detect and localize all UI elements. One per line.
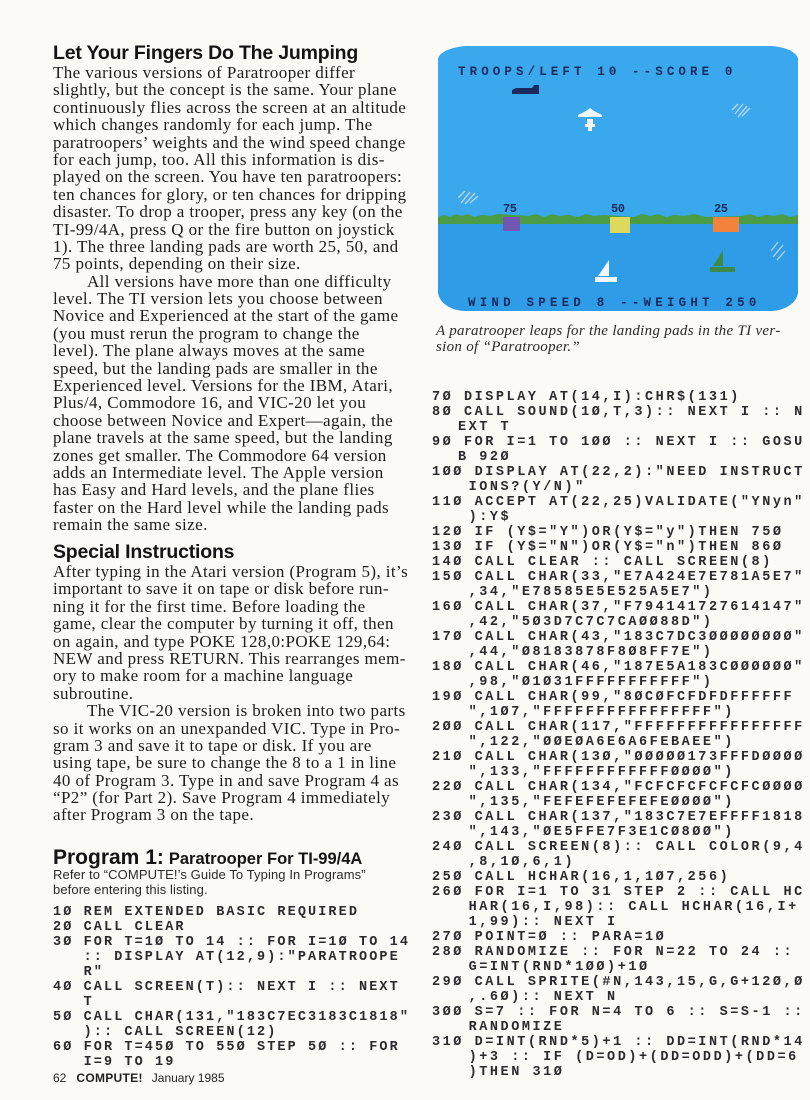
pad-label: 50 [611, 202, 625, 216]
code-line [432, 615, 805, 630]
code-line [432, 510, 805, 525]
code-line [53, 1025, 410, 1040]
line-number: 7Ø [432, 390, 454, 405]
text-line: disaster. To drop a trooper, press any key (on the [53, 202, 403, 222]
code-text: FOR I=1 TO 1ØØ :: NEXT I :: GOSU [463, 435, 805, 450]
code-text: CALL SOUND(1Ø,T,3):: NEXT I :: N [463, 405, 805, 420]
code-line [432, 600, 805, 615]
code-line [432, 930, 805, 945]
code-line [432, 435, 805, 450]
code-line [432, 915, 805, 930]
code-line [432, 450, 805, 465]
code-statement [432, 630, 805, 660]
code-line [432, 495, 805, 510]
code-text: RANDOMIZE [468, 1020, 565, 1035]
line-number: 26Ø [432, 885, 464, 900]
special-instructions-body [53, 563, 408, 824]
line-number: 21Ø [432, 750, 464, 765]
code-text: 1,99):: NEXT I [468, 915, 618, 930]
page-footer [53, 1071, 225, 1085]
line-number: 2Ø [53, 920, 74, 935]
code-statement [432, 720, 805, 750]
code-statement [432, 780, 805, 810]
line-number: 15Ø [432, 570, 464, 585]
line-number: 23Ø [432, 810, 464, 825]
code-line [432, 630, 805, 645]
wind-weight-readout: WIND SPEED 8 --WEIGHT 250 [468, 296, 761, 310]
code-statement [432, 1035, 805, 1080]
code-text: )+3 :: IF (D=OD)+(DD=ODD)+(DD=6 [468, 1050, 799, 1065]
code-line [432, 645, 805, 660]
text-line: gram 3 and save it to tape or disk. If you are [53, 735, 372, 755]
code-text: T [83, 995, 94, 1010]
code-line [432, 720, 805, 735]
code-text: ,98,"Ø1Ø31FFFFFFFFFFF") [468, 675, 714, 690]
code-text: FOR T=1Ø TO 14 :: FOR I=1Ø TO 14 [83, 935, 411, 950]
code-text: CALL CHAR(134,"FCFCFCFCFCFCØØØØ [474, 780, 805, 795]
line-number: 22Ø [432, 780, 464, 795]
code-line [53, 920, 410, 935]
code-text: ,8,1Ø,6,1) [468, 855, 576, 870]
code-statement [53, 905, 410, 920]
text-line: zones get smaller. The Commodore 64 version [53, 445, 387, 465]
code-line [53, 965, 410, 980]
text-line: choose between Novice and Expert—again, the [53, 410, 394, 430]
line-number: 11Ø [432, 495, 464, 510]
code-line [53, 1055, 410, 1070]
text-line: Plus/4, Commodore 16, and VIC-20 let you [53, 393, 367, 413]
code-text: CALL CHAR(13Ø,"ØØØØØ173FFFDØØØØ [474, 750, 805, 765]
code-line [432, 1005, 805, 1020]
code-text: :: DISPLAY AT(12,9):"PARATROOPE [83, 950, 400, 965]
code-line [432, 735, 805, 750]
code-text: POINT=Ø :: PARA=1Ø [474, 930, 667, 945]
code-text: ",122,"ØØEØA6E6A6FEBAEE") [468, 735, 735, 750]
text-line: speed, but the landing pads are smaller in the [53, 358, 378, 378]
landing-pad-50 [610, 217, 630, 233]
text-line: “P2” (for Part 2). Save Program 4 immediately [53, 788, 391, 808]
code-text: CALL SCREEN(T):: NEXT I :: NEXT [83, 980, 400, 995]
text-line: remain the same size. [53, 515, 208, 535]
text-line: ory to make room for a machine language [53, 666, 354, 686]
code-text: IF (Y$="Y")OR(Y$="y")THEN 75Ø [474, 525, 784, 540]
code-line [432, 855, 805, 870]
code-line [432, 960, 805, 975]
code-text: RANDOMIZE :: FOR N=22 TO 24 :: [474, 945, 795, 960]
line-number: 12Ø [432, 525, 464, 540]
code-statement [432, 390, 805, 405]
code-text: CALL CHAR(117,"FFFFFFFFFFFFFFFF [474, 720, 805, 735]
code-text: ",143,"ØE5FFE7F3E1CØ8ØØ") [468, 825, 735, 840]
text-line: continuously flies across the screen at an altitude [53, 97, 407, 117]
text-line: adds an Intermediate level. The Apple version [53, 462, 384, 482]
paragraph [53, 273, 407, 534]
code-line [432, 990, 805, 1005]
code-line [432, 750, 805, 765]
code-text: CALL SCREEN(8):: CALL COLOR(9,4 [474, 840, 805, 855]
text-line: NEW and press RETURN. This rearranges mem- [53, 648, 406, 668]
code-text: R" [83, 965, 104, 980]
code-line [432, 1050, 805, 1065]
code-text: CALL CHAR(137,"183C7E7EFFFF1818 [474, 810, 805, 825]
text-line: using tape, be sure to change the 8 to a 1 in line [53, 753, 397, 773]
line-number: 4Ø [53, 980, 74, 995]
code-line [432, 1020, 805, 1035]
line-number: 6Ø [53, 1040, 74, 1055]
line-number: 16Ø [432, 600, 464, 615]
text-line: ning it for the first time. Before loading the [53, 596, 366, 616]
code-text: HAR(16,I,98):: CALL HCHAR(16,I+ [468, 900, 799, 915]
pad-label: 75 [503, 202, 517, 216]
code-statement [432, 555, 805, 570]
text-line: game, clear the computer by turning it off, then [53, 614, 394, 634]
code-statement [432, 1005, 805, 1035]
magazine-name: COMPUTE! [76, 1071, 143, 1085]
game-scene [438, 46, 798, 311]
code-text: IONS?(Y/N)" [468, 480, 586, 495]
code-line [53, 980, 410, 995]
code-line [432, 945, 805, 960]
text-line: TI-99/4A, press Q or the fire button on joystick [53, 219, 395, 239]
line-number: 1Ø [53, 905, 74, 920]
code-statement [432, 840, 805, 870]
code-text: ,42,"5Ø3D7C7C7CAØØ88D") [468, 615, 714, 630]
text-line: level). The plane always moves at the same [53, 341, 365, 361]
text-line: 75 points, depending on their size. [53, 254, 301, 274]
code-line [432, 1035, 805, 1050]
pad-label: 25 [714, 202, 728, 216]
code-line [432, 465, 805, 480]
text-line: Novice and Experienced at the start of the game [53, 306, 399, 326]
text-line: (you must rerun the program to change the [53, 323, 360, 343]
code-text: DISPLAY AT(22,2):"NEED INSTRUCT [474, 465, 805, 480]
code-text: ):Y$ [468, 510, 512, 525]
page-number: 62 [53, 1071, 67, 1085]
text-line: played on the screen. You have ten paratroopers: [53, 167, 403, 187]
code-line [53, 1040, 410, 1055]
code-statement [432, 810, 805, 840]
code-line [432, 780, 805, 795]
code-line [432, 825, 805, 840]
line-number: 27Ø [432, 930, 464, 945]
code-text: FOR T=45Ø TO 55Ø STEP 5Ø :: FOR [83, 1040, 400, 1055]
code-line [432, 570, 805, 585]
line-number: 17Ø [432, 630, 464, 645]
code-line [432, 705, 805, 720]
code-statement [432, 600, 805, 630]
code-line [432, 900, 805, 915]
code-line [432, 1065, 805, 1080]
code-statement [53, 920, 410, 935]
program-listing-left [53, 905, 410, 1070]
code-text: CALL CHAR(33,"E7A424E7E781A5E7" [474, 570, 805, 585]
code-text: IF (Y$="N")OR(Y$="n")THEN 86Ø [474, 540, 784, 555]
paragraph [53, 563, 408, 702]
code-text: I=9 TO 19 [83, 1055, 176, 1070]
line-number: 18Ø [432, 660, 464, 675]
program-listing-right [432, 390, 805, 1080]
text-line: 40 of Program 3. Type in and save Program 4 as [53, 770, 399, 790]
code-text: EXT T [457, 420, 512, 435]
text-line: 1). The three landing pads are worth 25, 50, and [53, 236, 399, 256]
text-line: plane travels at the same speed, but the landing [53, 428, 393, 448]
program-note-line: Refer to “COMPUTE!’s Guide To Typing In Programs” [53, 867, 366, 882]
code-line [53, 905, 410, 920]
code-statement [432, 540, 805, 555]
code-text: G=INT(RND*1ØØ)+1Ø [468, 960, 650, 975]
text-line: ten chances for glory, or ten chances for dripping [53, 184, 407, 204]
text-line: The various versions of Paratrooper differ [53, 63, 356, 82]
code-text: CALL CHAR(131,"183C7EC3183C1818" [83, 1010, 411, 1025]
line-number: 31Ø [432, 1035, 464, 1050]
code-line [53, 995, 410, 1010]
code-statement [432, 885, 805, 930]
code-statement [53, 935, 410, 980]
code-line [432, 795, 805, 810]
text-line: has Easy and Hard levels, and the plane flies [53, 480, 375, 500]
code-statement [432, 975, 805, 1005]
caption-line: A paratrooper leaps for the landing pads in the TI ver- [436, 323, 781, 339]
code-text: CALL HCHAR(16,1,1Ø7,256) [474, 870, 731, 885]
text-line: for each jump, too. All this information is dis- [53, 149, 385, 169]
line-number: 3Ø [53, 935, 74, 950]
code-text: CALL CHAR(37,"F794141727614147" [474, 600, 805, 615]
line-number: 8Ø [432, 405, 454, 420]
code-text: ,44,"Ø8183878F8Ø8FF7E") [468, 645, 714, 660]
line-number: 29Ø [432, 975, 464, 990]
text-line: level. The TI version lets you choose between [53, 289, 383, 309]
code-text: CALL CHAR(99,"8ØCØFCFDFDFFFFFF [474, 690, 795, 705]
line-number: 2ØØ [432, 720, 464, 735]
code-line [432, 675, 805, 690]
code-text: CALL CHAR(43,"183C7DC3ØØØØØØØØ" [474, 630, 805, 645]
code-line [53, 1010, 410, 1025]
code-line [432, 555, 805, 570]
code-text: B 92Ø [457, 450, 512, 465]
code-statement [432, 945, 805, 975]
line-number: 1ØØ [432, 465, 464, 480]
caption-line: sion of “Paratrooper.” [436, 338, 580, 355]
game-screenshot [438, 46, 798, 311]
line-number: 28Ø [432, 945, 464, 960]
code-text: CALL SPRITE(#N,143,15,G,G+12Ø,Ø [474, 975, 805, 990]
text-line: which changes randomly for each jump. The [53, 115, 373, 135]
paragraph [53, 64, 407, 273]
program-note [53, 867, 366, 897]
text-line: after Program 3 on the tape. [53, 805, 254, 825]
code-line [432, 885, 805, 900]
code-text: ",133,"FFFFFFFFFFFFØØØØ") [468, 765, 735, 780]
code-statement [432, 525, 805, 540]
troops-score-readout: TROOPS/LEFT 10 --SCORE 0 [458, 65, 737, 79]
special-instructions-heading: Special Instructions [53, 541, 235, 563]
text-line: on again, and type POKE 128,0:POKE 129,64: [53, 631, 391, 651]
code-statement [432, 870, 805, 885]
code-statement [432, 750, 805, 780]
line-number: 24Ø [432, 840, 464, 855]
code-line [432, 390, 805, 405]
program-note-line: before entering this listing. [53, 882, 208, 897]
line-number: 19Ø [432, 690, 464, 705]
line-number: 13Ø [432, 540, 464, 555]
program-subtitle: Paratrooper For TI-99/4A [168, 850, 363, 868]
code-text: ,.6Ø):: NEXT N [468, 990, 618, 1005]
code-text: S=7 :: FOR N=4 TO 6 :: S=S-1 :: [474, 1005, 805, 1020]
code-text: DISPLAY AT(14,I):CHR$(131) [463, 390, 741, 405]
code-statement [53, 1010, 410, 1040]
code-statement [432, 405, 805, 435]
code-text: ):: CALL SCREEN(12) [83, 1025, 278, 1040]
code-line [432, 765, 805, 780]
code-text: FOR I=1 TO 31 STEP 2 :: CALL HC [474, 885, 805, 900]
text-line: Experienced level. Versions for the IBM, Atari, [53, 376, 393, 396]
code-line [432, 585, 805, 600]
code-line [432, 690, 805, 705]
code-line [53, 950, 410, 965]
article-heading: Let Your Fingers Do The Jumping [53, 42, 359, 64]
code-line [432, 480, 805, 495]
code-line [432, 540, 805, 555]
text-line: so it works on an unexpanded VIC. Type in Pro- [53, 718, 401, 738]
code-line [432, 840, 805, 855]
code-text: ",135,"FEFEFEFEFEFEØØØØ") [468, 795, 735, 810]
code-text: ACCEPT AT(22,25)VALIDATE("YNyn" [474, 495, 805, 510]
code-text: CALL CLEAR [83, 920, 186, 935]
code-statement [432, 930, 805, 945]
text-line: After typing in the Atari version (Program 5), it’s [53, 562, 409, 581]
article-body-intro [53, 64, 407, 534]
issue-date: January 1985 [151, 1071, 225, 1085]
text-line: important to save it on tape or disk before run- [53, 579, 389, 599]
code-text: CALL CLEAR :: CALL SCREEN(8) [474, 555, 773, 570]
code-statement [432, 660, 805, 690]
text-line: All versions have more than one difficulty [87, 271, 392, 291]
text-line: subroutine. [53, 683, 134, 703]
code-line [53, 935, 410, 950]
code-statement [432, 435, 805, 465]
code-text: D=INT(RND*5)+1 :: DD=INT(RND*14 [474, 1035, 805, 1050]
code-statement [432, 465, 805, 495]
code-statement [53, 1040, 410, 1070]
landing-pad-75 [503, 217, 520, 231]
landing-pad-25 [713, 217, 739, 232]
code-statement [53, 980, 410, 1010]
line-number: 25Ø [432, 870, 464, 885]
text-line: The VIC-20 version is broken into two parts [87, 701, 406, 721]
code-statement [432, 570, 805, 600]
code-text: )THEN 31Ø [468, 1065, 565, 1080]
code-statement [432, 495, 805, 525]
text-line: faster on the Hard level while the landing pads [53, 497, 390, 517]
code-text: REM EXTENDED BASIC REQUIRED [83, 905, 360, 920]
program-title: Program 1: [53, 846, 164, 869]
code-line [432, 525, 805, 540]
code-text: CALL CHAR(46,"187E5A183CØØØØØØ" [474, 660, 805, 675]
code-line [432, 870, 805, 885]
code-line [432, 975, 805, 990]
code-text: ",1Ø7,"FFFFFFFFFFFFFFFF") [468, 705, 735, 720]
code-text: ,34,"E78585E5E525A5E7") [468, 585, 714, 600]
line-number: 9Ø [432, 435, 454, 450]
text-line: paratroopers’ weights and the wind speed change [53, 132, 406, 152]
code-line [432, 405, 805, 420]
code-line [432, 420, 805, 435]
line-number: 3ØØ [432, 1005, 464, 1020]
paragraph [53, 702, 408, 824]
figure-caption [436, 324, 781, 355]
text-line: slightly, but the concept is the same. Your plane [53, 80, 397, 100]
line-number: 5Ø [53, 1010, 74, 1025]
code-statement [432, 690, 805, 720]
code-line [432, 660, 805, 675]
code-line [432, 810, 805, 825]
line-number: 14Ø [432, 555, 464, 570]
